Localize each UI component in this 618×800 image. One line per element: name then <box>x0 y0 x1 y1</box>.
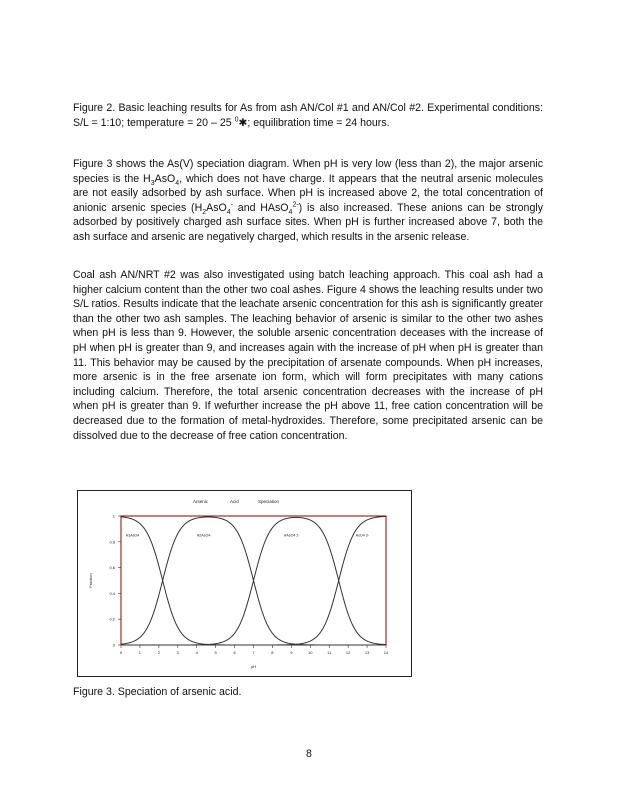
speciation-paragraph: Figure 3 shows the As(V) speciation diagram. When pH is very low (less than 2), the major arsenic species is the $H_3AsO_4$, which does not have charge. It appears that the neutral arsenic molecules are not easily adsorbed by ash surface. When pH is increased above 2, the total concentration of anionic arsenic species ($H_2AsO_4^-$ and HAsO$_4^{2-}$) is also increased. These anions can be strongly adsorbed by positively charged ash surface sites. When pH is further increased above 7, both the ash surface and arsenic are negatively charged, which results in the arsenic release. <box>73 158 544 243</box>
x-axis-label: pH <box>250 664 257 669</box>
x-tick-label: 4 <box>195 650 198 655</box>
x-tick-label: 11 <box>327 650 332 655</box>
chart-title-word: Arsenic <box>193 499 209 504</box>
y-axis-label: Fraction <box>88 573 93 588</box>
x-tick-label: 14 <box>383 650 389 655</box>
x-tick-label: 10 <box>308 650 313 655</box>
x-tick-label: 3 <box>176 650 179 655</box>
species-label: H2AsO4- <box>196 533 212 538</box>
x-tick-label: 1 <box>138 650 142 655</box>
speciation-chart <box>77 490 412 677</box>
x-tick-label: 0 <box>119 650 123 655</box>
figure-3-caption: Figure 3. Speciation of arsenic acid. <box>73 686 242 698</box>
coal-ash-paragraph: Coal ash AN/NRT #2 was also investigated using batch leaching approach. This coal ash had a higher calcium content than the other two coal ashes. Figure 4 shows the leaching results under two S/L ratios. Results indicate that the leachate arsenic concentration for this ash is significantly greater than the other two ash samples. The leaching behavior of arsenic is similar to the other two ashes when pH is less than 9. However, the soluble arsenic concentration deceases with the increase of pH when pH is greater than 9, and increases again with the increase of pH when pH is greater than 11. This behavior may be caused by the precipitation of arsenate compounds. When pH increases, more arsenic is in the free arsenate ion form, which will form precipitates with many cations including calcium. Therefore, the total arsenic concentration decreases with the increase of pH when pH is greater than 9. If wefurther increase the pH above 11, free cation concentration will be decreased due to the formation of metal-hydroxides. Therefore, some precipitated arsenic can be dissolved due to the decrease of free cation concentration. <box>73 269 543 442</box>
chart-title-word: Acid <box>230 499 239 504</box>
y-tick-label: 0.2 <box>109 616 115 622</box>
x-tick-label: 2 <box>157 650 160 655</box>
x-tick-label: 8 <box>271 650 274 655</box>
page-number: 8 <box>306 748 312 760</box>
species-label: AsO4 3- <box>355 533 369 538</box>
species-curve <box>121 517 386 645</box>
x-tick-label: 12 <box>345 650 351 655</box>
x-tick-label: 5 <box>214 650 217 655</box>
figure-2-caption: Figure 2. Basic leaching results for As from ash AN/Col #1 and AN/Col #2. Experimental conditions: S/L = 1:10; temperature = 20 – 25 $^0$✱; equilibration time = 24 hours. <box>73 102 543 129</box>
x-tick-label: 6 <box>233 650 236 655</box>
y-tick-label: 0.4 <box>109 590 115 596</box>
x-tick-label: 7 <box>252 650 255 655</box>
speciation-chart-svg <box>78 491 411 676</box>
y-tick-label: 0 <box>112 642 115 648</box>
species-label: HAsO4 2- <box>283 533 300 538</box>
x-tick-label: 13 <box>364 650 370 655</box>
y-tick-label: 0.8 <box>109 539 115 545</box>
species-label: H3AsO4 <box>125 533 140 538</box>
y-tick-label: 0.6 <box>109 565 115 571</box>
x-tick-label: 9 <box>290 650 293 655</box>
y-tick-label: 1 <box>112 513 115 519</box>
chart-title-word: Speciation <box>258 499 280 504</box>
